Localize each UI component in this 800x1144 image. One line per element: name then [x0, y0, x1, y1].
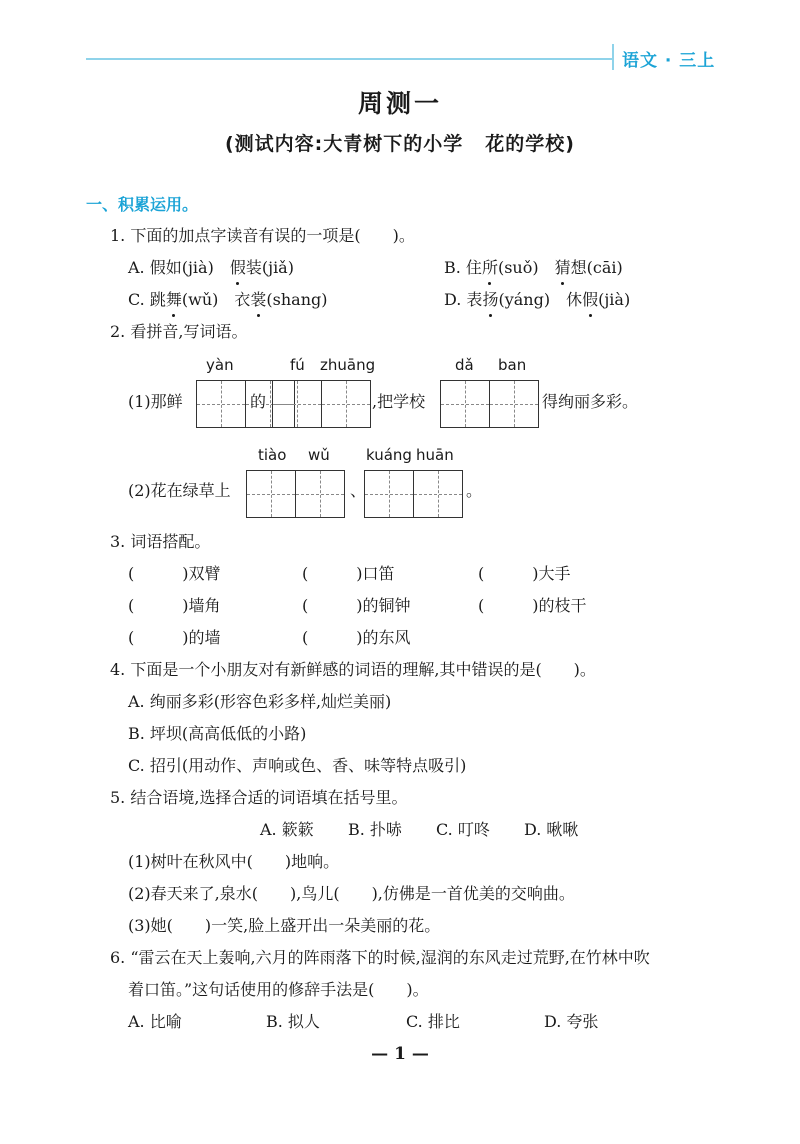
- q3-item: ( )大手: [478, 564, 571, 583]
- pinyin: wǔ: [308, 446, 330, 464]
- q6-stem-line2: 着口笛。”这句话使用的修辞手法是( )。: [128, 980, 429, 999]
- dotted-char: 舞: [165, 290, 182, 309]
- writing-grid[interactable]: [272, 380, 371, 428]
- q3-item: ( )墙角: [128, 596, 221, 615]
- pinyin: dǎ: [455, 356, 474, 374]
- q2-text: 。: [466, 481, 483, 500]
- q6-stem-line1: 6. “雷云在天上轰响,六月的阵雨落下的时候,湿润的东风走过荒野,在竹林中吹: [110, 948, 650, 967]
- q2-text: 的: [250, 392, 267, 411]
- q6-option[interactable]: A. 比喻: [128, 1012, 182, 1031]
- q5-sentence: (3)她( )一笑,脸上盛开出一朵美丽的花。: [128, 916, 441, 935]
- q3-item: ( )的东风: [302, 628, 411, 647]
- pinyin: yàn: [206, 356, 234, 374]
- q5-option[interactable]: B. 扑哧: [348, 820, 402, 839]
- q5-option[interactable]: D. 啾啾: [524, 820, 579, 839]
- page-number: — 1 —: [371, 1044, 429, 1064]
- pinyin: ban: [498, 356, 527, 374]
- q4-stem: 4. 下面是一个小朋友对有新鲜感的词语的理解,其中错误的是( )。: [110, 660, 596, 679]
- dotted-char: 猜: [554, 258, 571, 277]
- q6-option[interactable]: C. 排比: [406, 1012, 460, 1031]
- dotted-char: 扬: [482, 290, 499, 309]
- q3-item: ( )双臂: [128, 564, 221, 583]
- page-title: 周测一: [357, 89, 442, 118]
- q3-item: ( )的墙: [128, 628, 221, 647]
- q5-sentence: (2)春天来了,泉水( ),鸟儿( ),仿佛是一首优美的交响曲。: [128, 884, 575, 903]
- q4-option-c[interactable]: C. 招引(用动作、声响或色、香、味等特点吸引): [128, 756, 467, 775]
- q2-text: (2)花在绿草上: [128, 481, 231, 500]
- q4-option-b[interactable]: B. 坪坝(高高低低的小路): [128, 724, 307, 743]
- dotted-char: 裳: [250, 290, 267, 309]
- q6-option[interactable]: B. 拟人: [266, 1012, 320, 1031]
- pinyin: kuáng: [366, 446, 412, 464]
- q2-text: 得绚丽多彩。: [542, 392, 639, 411]
- q1-option-a[interactable]: A. 假如(jià) 假装(jiǎ): [128, 258, 294, 277]
- q5-stem: 5. 结合语境,选择合适的词语填在括号里。: [110, 788, 408, 807]
- q4-option-a[interactable]: A. 绚丽多彩(形容色彩多样,灿烂美丽): [128, 692, 392, 711]
- subject-label: 语文 · 三上: [622, 51, 716, 71]
- section-heading: 一、积累运用。: [86, 195, 199, 214]
- q1-stem: 1. 下面的加点字读音有误的一项是( )。: [110, 226, 415, 245]
- pinyin: fú: [290, 356, 305, 374]
- q5-option[interactable]: A. 簌簌: [260, 820, 314, 839]
- subtitle-part2: 花的学校): [485, 133, 575, 155]
- q1-option-d[interactable]: D. 表扬(yáng) 休假(jià): [444, 290, 631, 309]
- dotted-char: 假: [582, 290, 599, 309]
- q2-stem: 2. 看拼音,写词语。: [110, 322, 248, 341]
- q3-item: ( )的枝干: [478, 596, 587, 615]
- dotted-char: 所: [481, 258, 498, 277]
- header-divider: [612, 44, 614, 70]
- q1-option-b[interactable]: B. 住所(suǒ) 猜想(cāi): [444, 258, 623, 277]
- q3-stem: 3. 词语搭配。: [110, 532, 211, 551]
- q5-option[interactable]: C. 叮咚: [436, 820, 490, 839]
- subtitle-part1: (测试内容:大青树下的小学: [225, 133, 464, 155]
- pinyin: zhuāng: [320, 356, 376, 374]
- q1-option-c[interactable]: C. 跳舞(wǔ) 衣裳(shang): [128, 290, 328, 309]
- q2-text: 、: [350, 481, 367, 500]
- q2-text: (1)那鲜: [128, 392, 183, 411]
- q5-sentence: (1)树叶在秋风中( )地响。: [128, 852, 340, 871]
- pinyin: huān: [416, 446, 454, 464]
- header-rule: [86, 58, 614, 60]
- writing-grid[interactable]: [440, 380, 539, 428]
- writing-grid[interactable]: [246, 470, 345, 518]
- q3-item: ( )的铜钟: [302, 596, 411, 615]
- q6-option[interactable]: D. 夸张: [544, 1012, 599, 1031]
- q2-text: ,把学校: [372, 392, 426, 411]
- writing-grid[interactable]: [364, 470, 463, 518]
- q3-item: ( )口笛: [302, 564, 395, 583]
- pinyin: tiào: [258, 446, 287, 464]
- page-subtitle: [0, 129, 800, 156]
- dotted-char: 假: [229, 258, 246, 277]
